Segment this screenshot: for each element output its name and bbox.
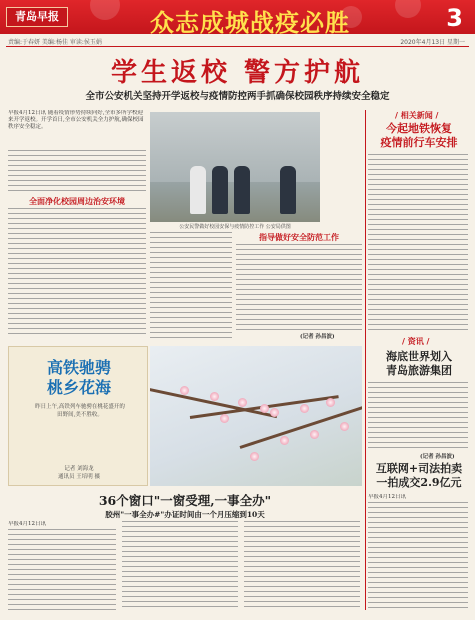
editor-credits: 责编:于春妍 美编:杨佳 审读:侯玉娟: [8, 39, 102, 46]
photo-figure: [190, 166, 206, 214]
body-text-block: [368, 382, 468, 452]
poem-title-1: 高铁驰骋: [46, 358, 111, 377]
photo-blossom: [180, 386, 189, 395]
center-subhead: 指导做好安全防范工作: [259, 232, 339, 242]
body-text-block: [368, 502, 468, 610]
photo-blossom: [260, 404, 269, 413]
photo-blossom: [280, 436, 289, 445]
main-subheadline: 全市公安机关坚持开学返校与疫情防控两手抓确保校园秩序持续安全稳定: [85, 91, 390, 102]
blossom-photo: [150, 346, 362, 486]
auction-headline-1: 互联网+司法拍卖: [375, 462, 463, 475]
auction-lead: 早报4月12日讯: [368, 494, 406, 500]
poem-byline-2: 通讯员 王培明 摄: [58, 474, 100, 480]
aquarium-headline-2: 青岛旅游集团: [386, 364, 452, 377]
column-divider: [365, 110, 366, 610]
photo-caption: 公安民警做好校园安保与疫情防控工作 公安局供图: [179, 224, 291, 230]
center-author: (记者 孙昌波): [300, 334, 335, 340]
auction-headline-2: 一拍成交2.9亿元: [376, 476, 462, 489]
poem-byline-1: 记者 刘海龙: [64, 466, 94, 472]
metro-headline-2: 疫情前行车安排: [380, 136, 458, 149]
photo-figure: [234, 166, 250, 214]
decor-bubble: [90, 0, 120, 20]
photo-blossom: [250, 452, 259, 461]
body-text-block: [236, 244, 362, 332]
poem-title-2: 桃乡花海: [46, 378, 111, 397]
photo-blossom: [210, 392, 219, 401]
lead-paragraph: 早报4月12日讯 随着疫情形势持续向好,全市多所学校迎来开学返校。开学首日,全市公安机关全力护航,确保校园秩序安全稳定。: [8, 110, 144, 130]
poem-box: [8, 346, 148, 486]
top-rule: [6, 46, 469, 47]
aquarium-author: (记者 孙昌波): [420, 454, 455, 460]
info-label: / 资讯 /: [402, 337, 430, 346]
page-banner: [0, 0, 475, 34]
body-text-block: [8, 150, 146, 194]
window-story-headline: 36个窗口"一窗受理,一事全办": [98, 493, 272, 508]
news-photo: [150, 112, 320, 222]
photo-figure: [280, 166, 296, 214]
photo-blossom: [270, 408, 279, 417]
window-story-subheadline: 胶州"一事全办#"办证时间由一个月压缩到10天: [105, 510, 265, 519]
photo-blossom: [300, 404, 309, 413]
poem-body: 昨日上午,高铁列车驰骋在桃花盛开的田野间,美不胜收。: [35, 404, 125, 418]
issue-date: 2020年4月13日 星期一: [400, 39, 465, 46]
photo-blossom: [220, 414, 229, 423]
photo-figure: [212, 166, 228, 214]
body-text-block: [8, 208, 146, 338]
body-text-block: [122, 521, 238, 610]
left-subhead: 全面净化校园周边治安环境: [29, 196, 125, 206]
body-text-block: [150, 232, 232, 338]
main-headline: 学生返校 警方护航: [110, 58, 365, 88]
related-news-label: / 相关新闻 /: [395, 111, 439, 120]
window-story-lead: 早报4月12日讯: [8, 521, 46, 527]
photo-blossom: [340, 422, 349, 431]
body-text-block: [368, 154, 468, 330]
body-text-block: [244, 521, 360, 610]
decor-bubble: [395, 0, 421, 18]
photo-blossom: [310, 430, 319, 439]
page-number: 3: [446, 4, 463, 32]
body-text-block: [8, 529, 116, 610]
aquarium-headline-1: 海底世界划入: [386, 350, 452, 363]
photo-blossom: [326, 398, 335, 407]
photo-blossom: [238, 398, 247, 407]
metro-headline-1: 今起地铁恢复: [386, 122, 452, 135]
banner-headline: 众志成城战疫必胜: [150, 8, 350, 34]
editor-line: [0, 35, 475, 46]
newspaper-logo: 青岛早报: [6, 7, 68, 27]
